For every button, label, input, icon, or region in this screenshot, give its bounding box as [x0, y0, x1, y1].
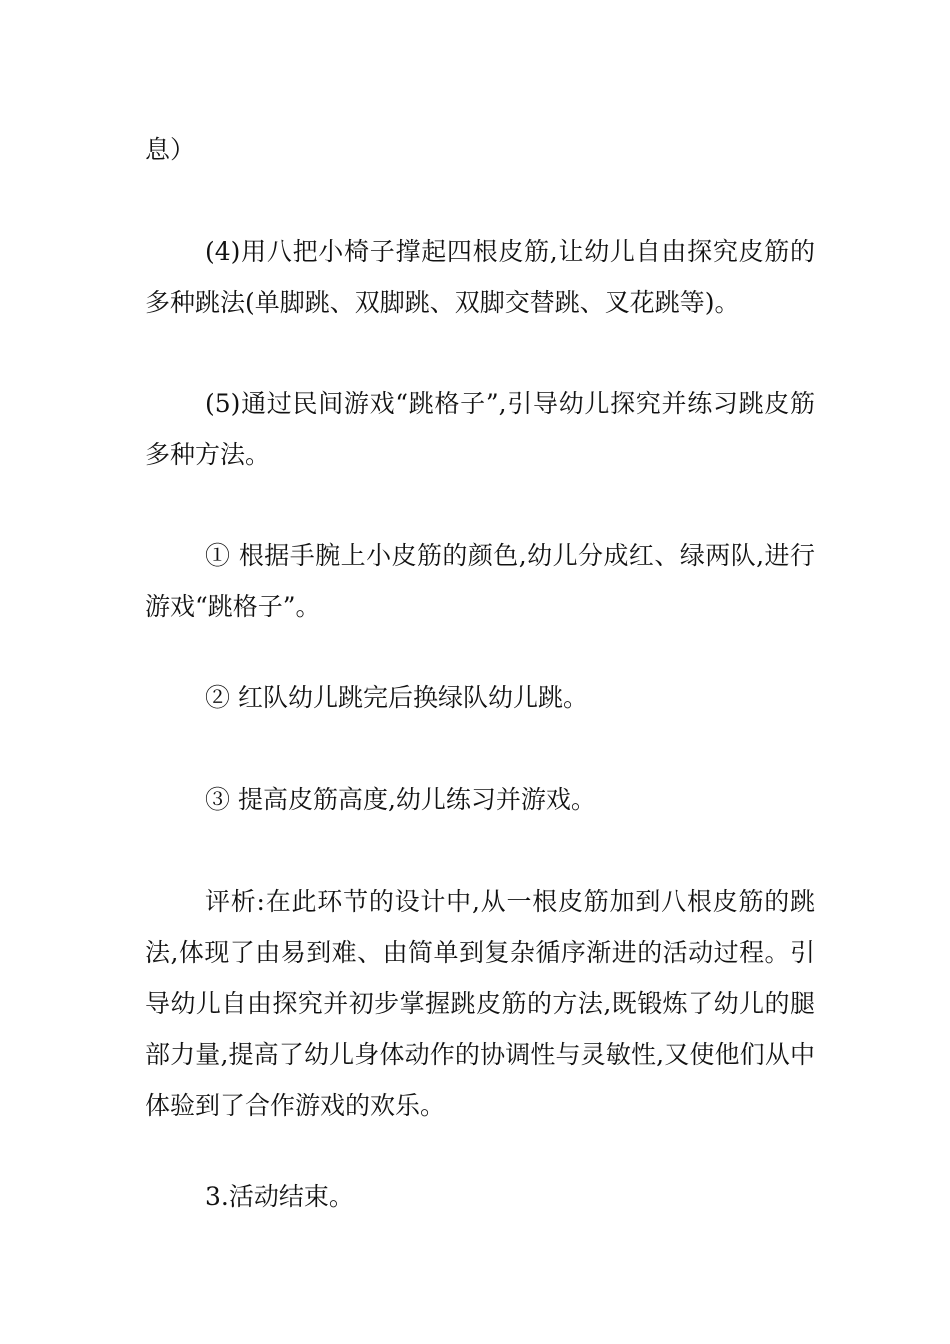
- paragraph-end: 3.活动结束。: [205, 1182, 354, 1211]
- paragraph-step-5: (5)通过民间游戏“跳格子”,引导幼儿探究并练习跳皮筋多种方法。: [145, 389, 815, 469]
- paragraph-sub-1: ① 根据手腕上小皮筋的颜色,幼儿分成红、绿两队,进行游戏“跳格子”。: [145, 541, 815, 621]
- paragraph-continued: 息）: [145, 135, 196, 164]
- paragraph-analysis: 评析:在此环节的设计中,从一根皮筋加到八根皮筋的跳法,体现了由易到难、由简单到复杂循序渐进的活动过程。引导幼儿自由探究并初步掌握跳皮筋的方法,既锻炼了幼儿的腿部力量,提高了幼儿身体动作的协调性与灵敏性,又使他们从中体验到了合作游戏的欢乐。: [145, 887, 815, 1120]
- paragraph-sub-2: ② 红队幼儿跳完后换绿队幼儿跳。: [205, 683, 588, 712]
- paragraph-sub-3: ③ 提高皮筋高度,幼儿练习并游戏。: [205, 785, 596, 814]
- paragraph-step-4: (4)用八把小椅子撑起四根皮筋,让幼儿自由探究皮筋的多种跳法(单脚跳、双脚跳、双脚交替跳、叉花跳等)。: [145, 237, 815, 317]
